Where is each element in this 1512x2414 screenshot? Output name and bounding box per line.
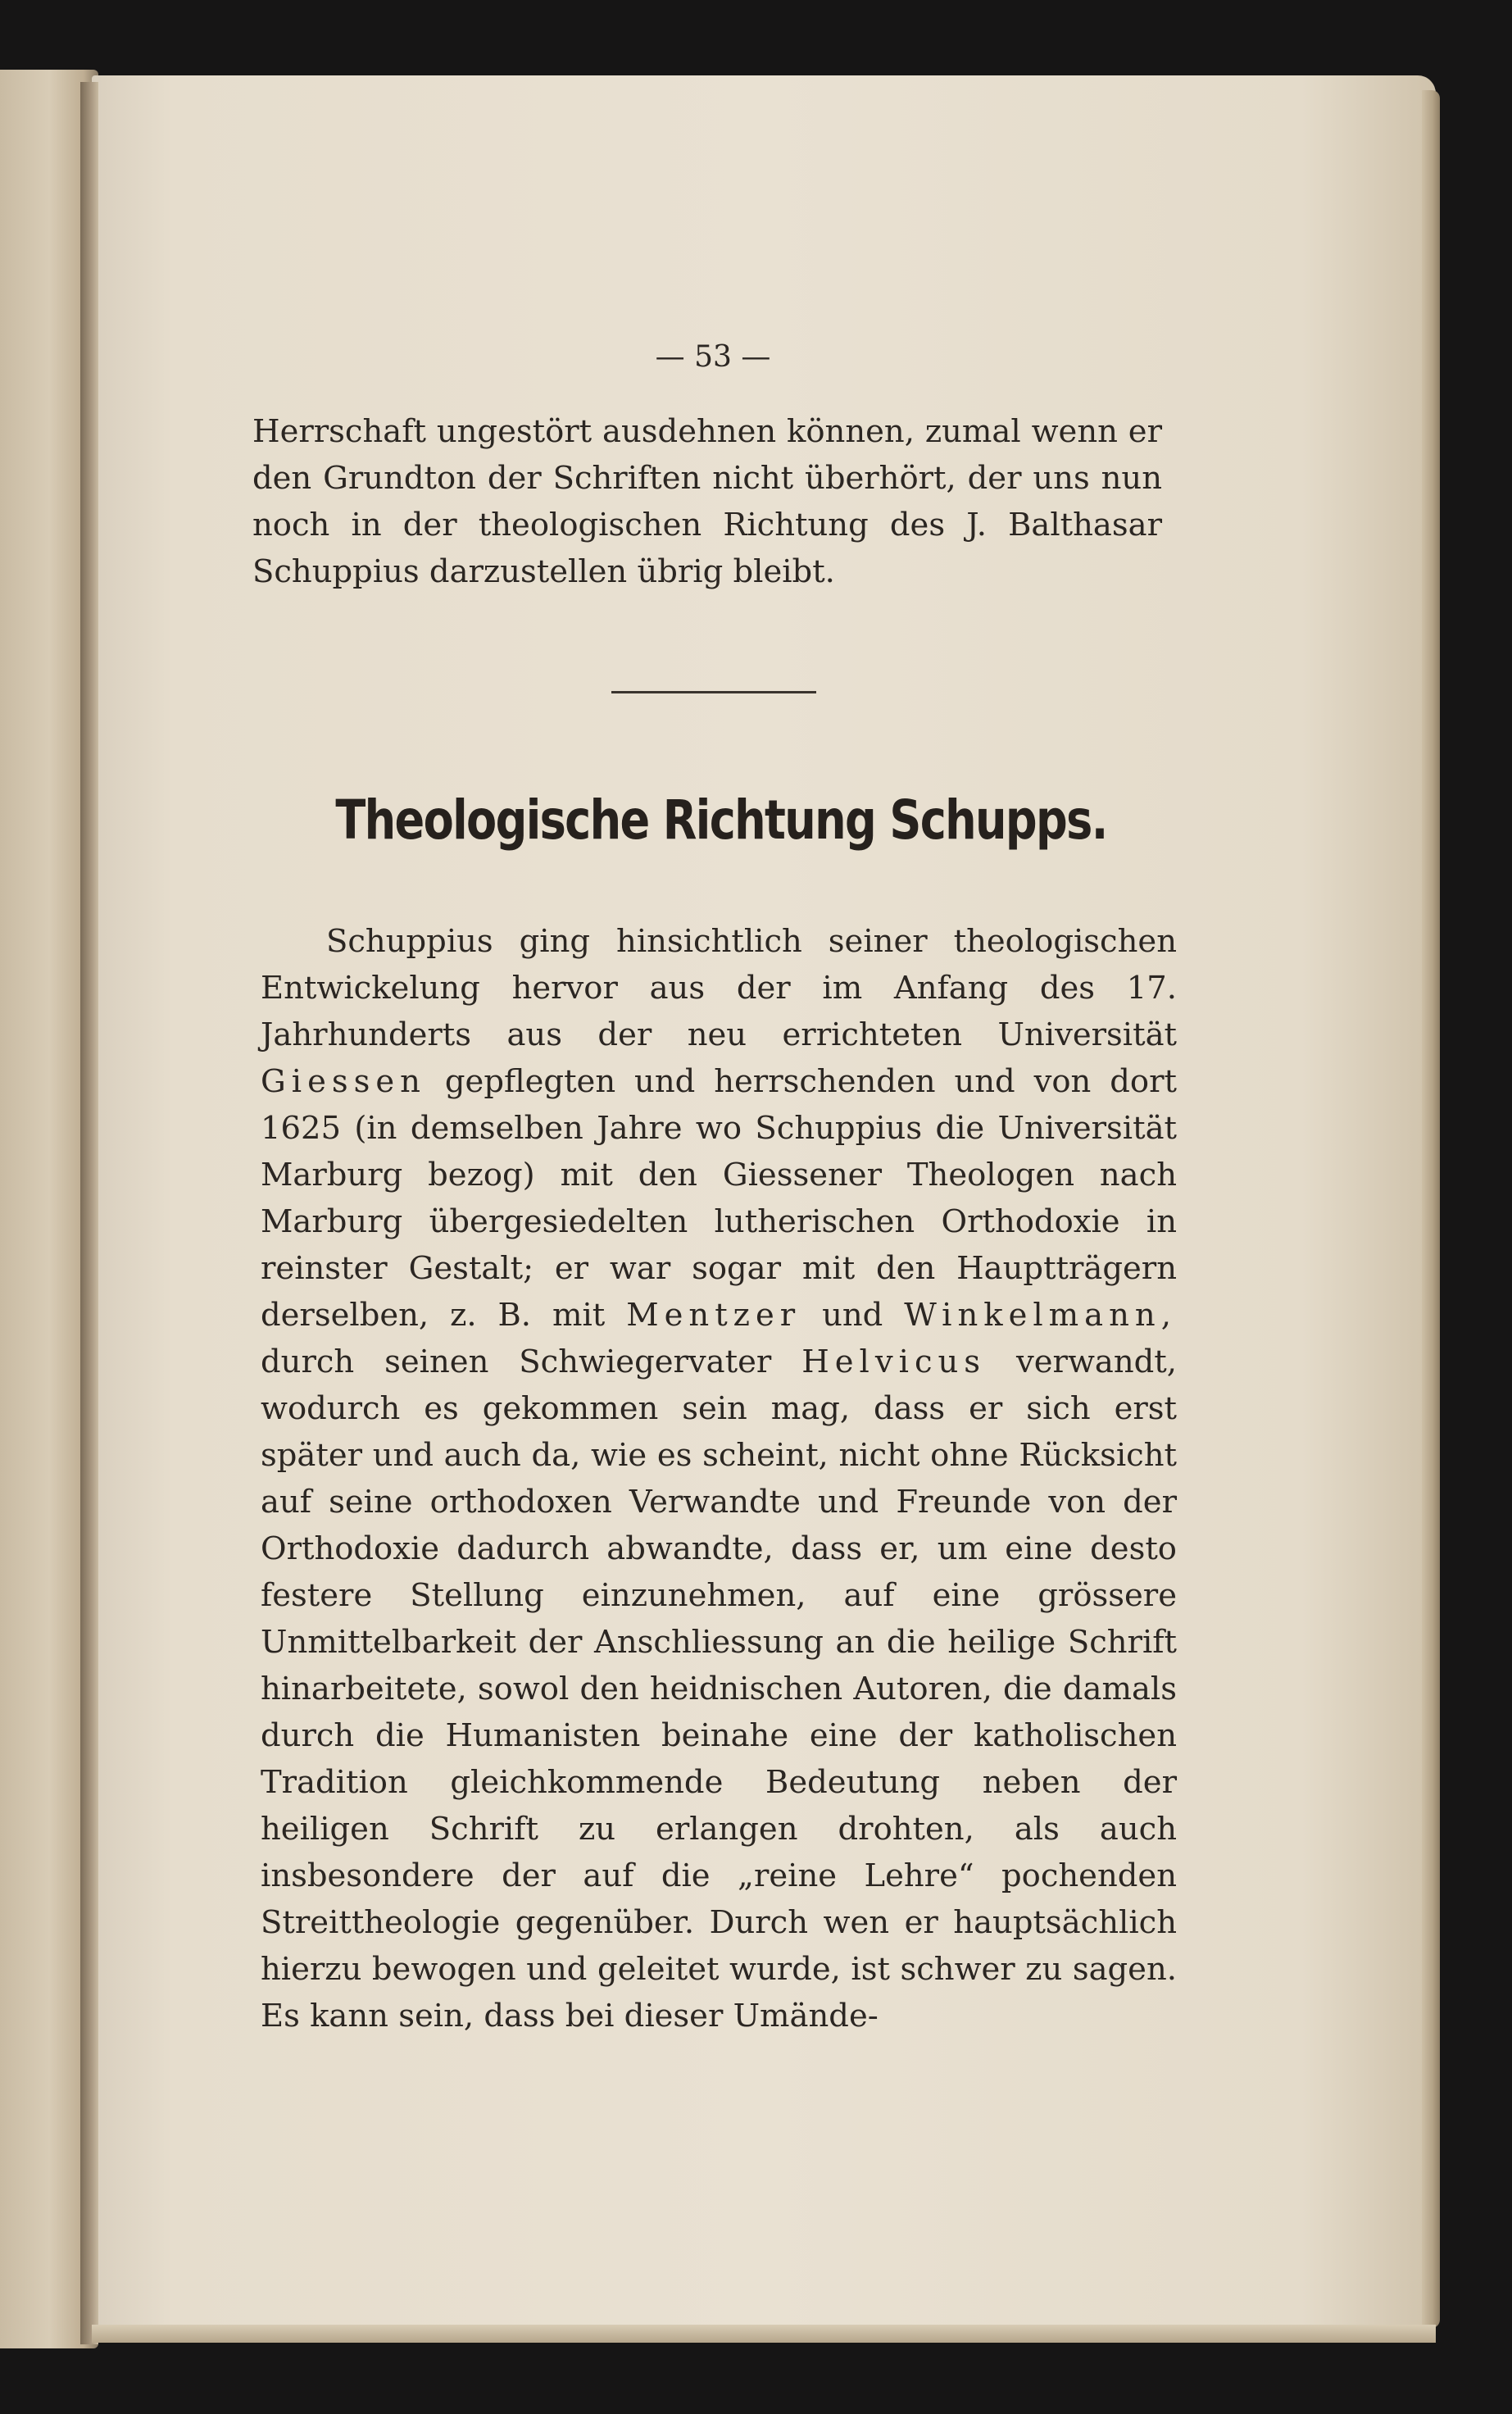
body-text-and: und: [822, 1297, 883, 1334]
body-text-2: gepflegten und herrschenden und von dort 1625 (in demselben Jahre wo Schuppius die Universität Marburg bezog) mit den Giessener Theologen nach Marburg übergesiedelten lutherischen Orthodoxie in reinster Gestalt; er war sogar mit den Hauptträgern derselben, z. B. mit: [261, 1063, 1177, 1334]
page-bottom-edge: [92, 2325, 1436, 2343]
spaced-name-helvicus: Helvicus: [801, 1343, 987, 1380]
section-divider: [611, 691, 816, 693]
section-heading: Theologische Richtung Schupps.: [335, 789, 1107, 852]
intro-paragraph: Herrschaft ungestört ausdehnen können, zumal wenn er den Grundton der Schriften nicht überhört, der uns nun noch in der theologischen Richtung des J. Balthasar Schuppius darzustellen übrig bleibt.: [252, 413, 1162, 590]
spaced-name-winkelmann: Winkelmann,: [904, 1297, 1177, 1334]
body-text-1: Schuppius ging hinsichtlich seiner theologischen Entwickelung hervor aus der im Anfang des 17. Jahrhunderts aus der neu errichteten Universität: [261, 923, 1177, 1053]
spaced-name-giessen: Giessen: [261, 1063, 426, 1100]
page-number: — 53 —: [655, 340, 771, 374]
spaced-name-mentzer: Mentzer: [626, 1297, 801, 1334]
body-paragraph: [261, 918, 1177, 2039]
body-text-4: verwandt, wodurch es gekommen sein mag, dass er sich erst später und auch da, wie es scheint, nicht ohne Rücksicht auf seine orthodoxen Verwandte und Freunde von der Orthodoxie dadurch abwandte, dass er, um eine desto festere Stellung einzunehmen, auf eine grössere Unmittelbarkeit der Anschliessung an die heilige Schrift hinarbeitete, sowol den heidnischen Autoren, die damals durch die Humanisten beinahe eine der katholischen Tradition gleichkommende Bedeutung neben der heiligen Schrift zu erlangen drohten, als auch insbesondere der auf die „reine Lehre“ pochenden Streittheologie gegenüber. Durch wen er hauptsächlich hierzu bewogen und geleitet wurde, ist schwer zu sagen. Es kann sein, dass bei dieser Umände-: [261, 1343, 1177, 2034]
page-fore-edge: [1422, 90, 1440, 2328]
book-gutter: [80, 82, 98, 2344]
body-text-3: durch seinen Schwiegervater: [261, 1343, 772, 1380]
